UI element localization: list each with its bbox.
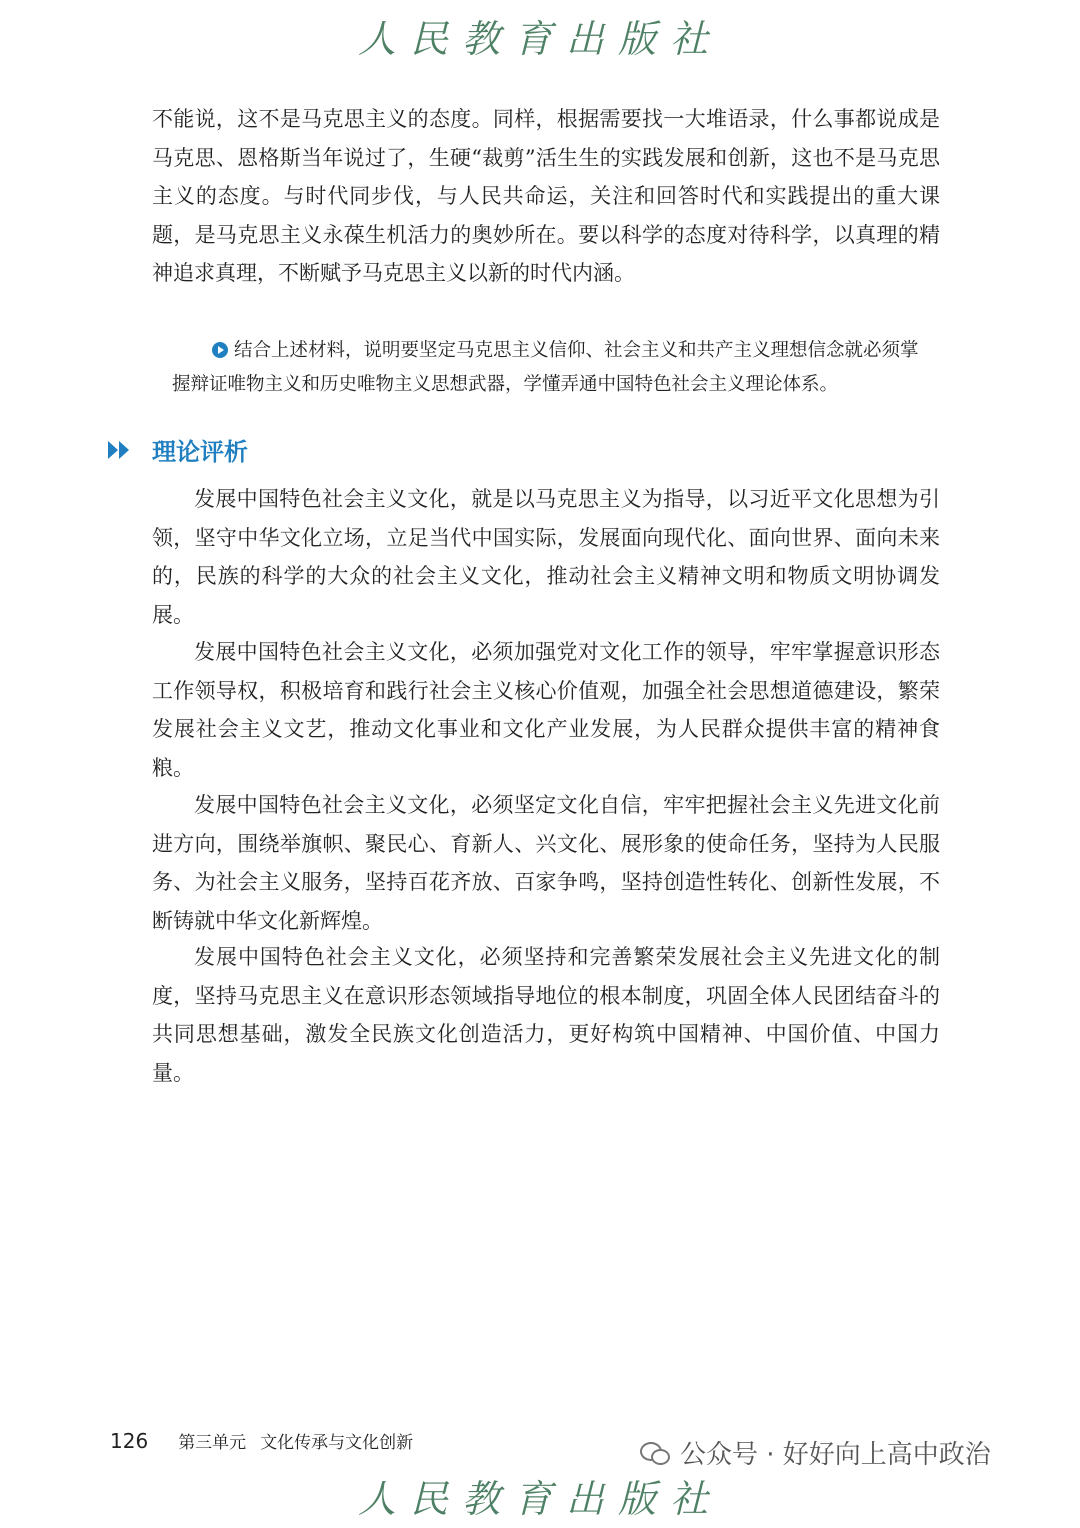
unit-label: 第三单元	[178, 1433, 247, 1453]
section-paragraph-4: 发展中国特色社会主义文化，必须坚持和完善繁荣发展社会主义先进文化的制度，坚持马克思主义在意识形态领域指导地位的根本制度，巩固全体人民团结奋斗的共同思想基础，激发全民族文化创造活力，更好构筑中国精神、中国价值、中国力量。	[152, 945, 940, 1085]
wechat-watermark	[640, 1434, 991, 1471]
page-footer	[110, 1428, 413, 1453]
page-number: 126	[110, 1429, 149, 1453]
section-paragraph-3: 发展中国特色社会主义文化，必须坚定文化自信，牢牢把握社会主义先进文化前进方向，围绕举旗帜、聚民心、育新人、兴文化、展形象的使命任务，坚持为人民服务、为社会主义服务，坚持百花齐放、百家争鸣，坚持创造性转化、创新性发展，不断铸就中华文化新辉煌。	[152, 793, 940, 933]
wechat-watermark-text: 公众号 · 好好向上高中政治	[680, 1440, 991, 1470]
intro-paragraph: 不能说，这不是马克思主义的态度。同样，根据需要找一大堆语录，什么事都说成是马克思、恩格斯当年说过了，生硬“裁剪”活生生的实践发展和创新，这也不是马克思主义的态度。与时代同步伐，与人民共命运，关注和回答时代和实践提出的重大课题，是马克思主义永葆生机活力的奥妙所在。要以科学的态度对待科学，以真理的精神追求真理，不断赋予马克思主义以新的时代内涵。	[152, 107, 940, 285]
publisher-logo-bottom: 人民教育出版社	[357, 1477, 722, 1521]
play-circle-icon	[212, 342, 228, 358]
question-text: 结合上述材料，说明要坚定马克思主义信仰、社会主义和共产主义理想信念就必须掌握辩证唯物主义和历史唯物主义思想武器，学懂弄通中国特色社会主义理论体系。	[172, 340, 919, 395]
section-paragraph-2: 发展中国特色社会主义文化，必须加强党对文化工作的领导，牢牢掌握意识形态工作领导权，积极培育和践行社会主义核心价值观，加强全社会思想道德建设，繁荣发展社会主义文艺，推动文化事业和文化产业发展，为人民群众提供丰富的精神食粮。	[152, 640, 940, 780]
section-heading	[108, 432, 248, 467]
publisher-logo-top: 人民教育出版社	[357, 17, 722, 61]
section-paragraph-1: 发展中国特色社会主义文化，就是以马克思主义为指导，以习近平文化思想为引领，坚守中华文化立场，立足当代中国实际，发展面向现代化、面向世界、面向未来的，民族的科学的大众的社会主义文化，推动社会主义精神文明和物质文明协调发展。	[152, 487, 940, 627]
section-title: 理论评析	[152, 438, 248, 466]
double-arrow-icon	[108, 441, 130, 459]
chapter-label: 文化传承与文化创新	[260, 1433, 414, 1453]
question-block	[172, 334, 932, 402]
wechat-icon	[640, 1440, 670, 1466]
